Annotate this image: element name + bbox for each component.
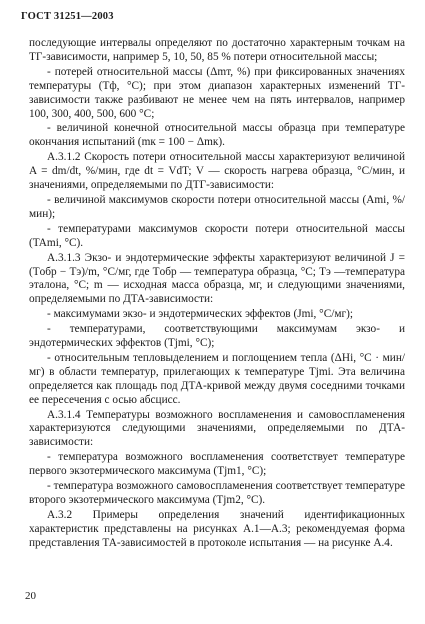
paragraph: - относительным тепловыделением и поглощением тепла (ΔHi, °С · мин/мг) в области температур, прилегающих к температуре Tjmi. Эта величина определяется как площадь под ДТА-кривой между двумя соседними точками ее пересечения с осью абсцисс. <box>29 351 405 406</box>
paragraph: А.3.1.3 Экзо- и эндотермические эффекты характеризуют величиной J = (Tобр − Tэ)/m, °С/мг, где Tобр — температура образца, °С; Tэ —температура эталона, °С; m — исходная масса образца, мг, и следующими значениями, определяемыми по ДТА-зависимости: <box>29 251 405 306</box>
paragraph: последующие интервалы определяют по достаточно характерным точкам на ТГ-зависимости, например 5, 10, 50, 85 % потери относительной массы; <box>29 37 405 63</box>
page-number: 20 <box>25 590 36 602</box>
paragraph: - температура возможного воспламенения соответствует температуре первого экзотермического максимума (Tjm1, °С); <box>29 451 405 478</box>
paragraph: А.3.1.4 Температуры возможного воспламенения и самовоспламенения характеризуются следующими значениями, определяемыми по ДТА-зависимости: <box>29 408 405 449</box>
paragraph: - потерей относительной массы (Δmт, %) при фиксированных значениях температуры (Tф, °С); при этом диапазон характерных изменений ТГ-зависимости также разбивают не менее чем на пять интервалов, например 100, 300, 400, 500, 600 °С; <box>29 65 405 120</box>
paragraph: А.3.1.2 Скорость потери относительной массы характеризуют величиной A = dm/dt, %/мин, где dt = VdT; V — скорость нагрева образца, °С/мин, и значениями, определяемыми по ДТГ-зависимости: <box>29 151 405 192</box>
paragraph: - максимумами экзо- и эндотермических эффектов (Jmi, °С/мг); <box>47 308 354 321</box>
document-body <box>29 37 405 552</box>
paragraph: А.3.2 Примеры определения значений идентификационных характеристик представлены на рисунках А.1—А.3; рекомендуемая форма представления ТА-зависимостей в протоколе испытания — на рисунке А.4. <box>29 508 405 549</box>
paragraph: - величиной конечной относительной массы образца при температуре окончания испытаний (mк = 100 − Δmк). <box>29 122 405 149</box>
paragraph: - температурами, соответствующими максимумам экзо- и эндотермических эффектов (Tjmi, °С); <box>29 323 405 350</box>
paragraph: - температура возможного самовоспламенения соответствует температуре второго экзотермического максимума (Tjm2, °С). <box>29 480 405 506</box>
paragraph: - температурами максимумов скорости потери относительной массы (TAmi, °С). <box>29 222 405 249</box>
standard-header: ГОСТ 31251—2003 <box>21 11 114 22</box>
paragraph: - величиной максимумов скорости потери относительной массы (Ami, %/мин); <box>29 193 405 220</box>
